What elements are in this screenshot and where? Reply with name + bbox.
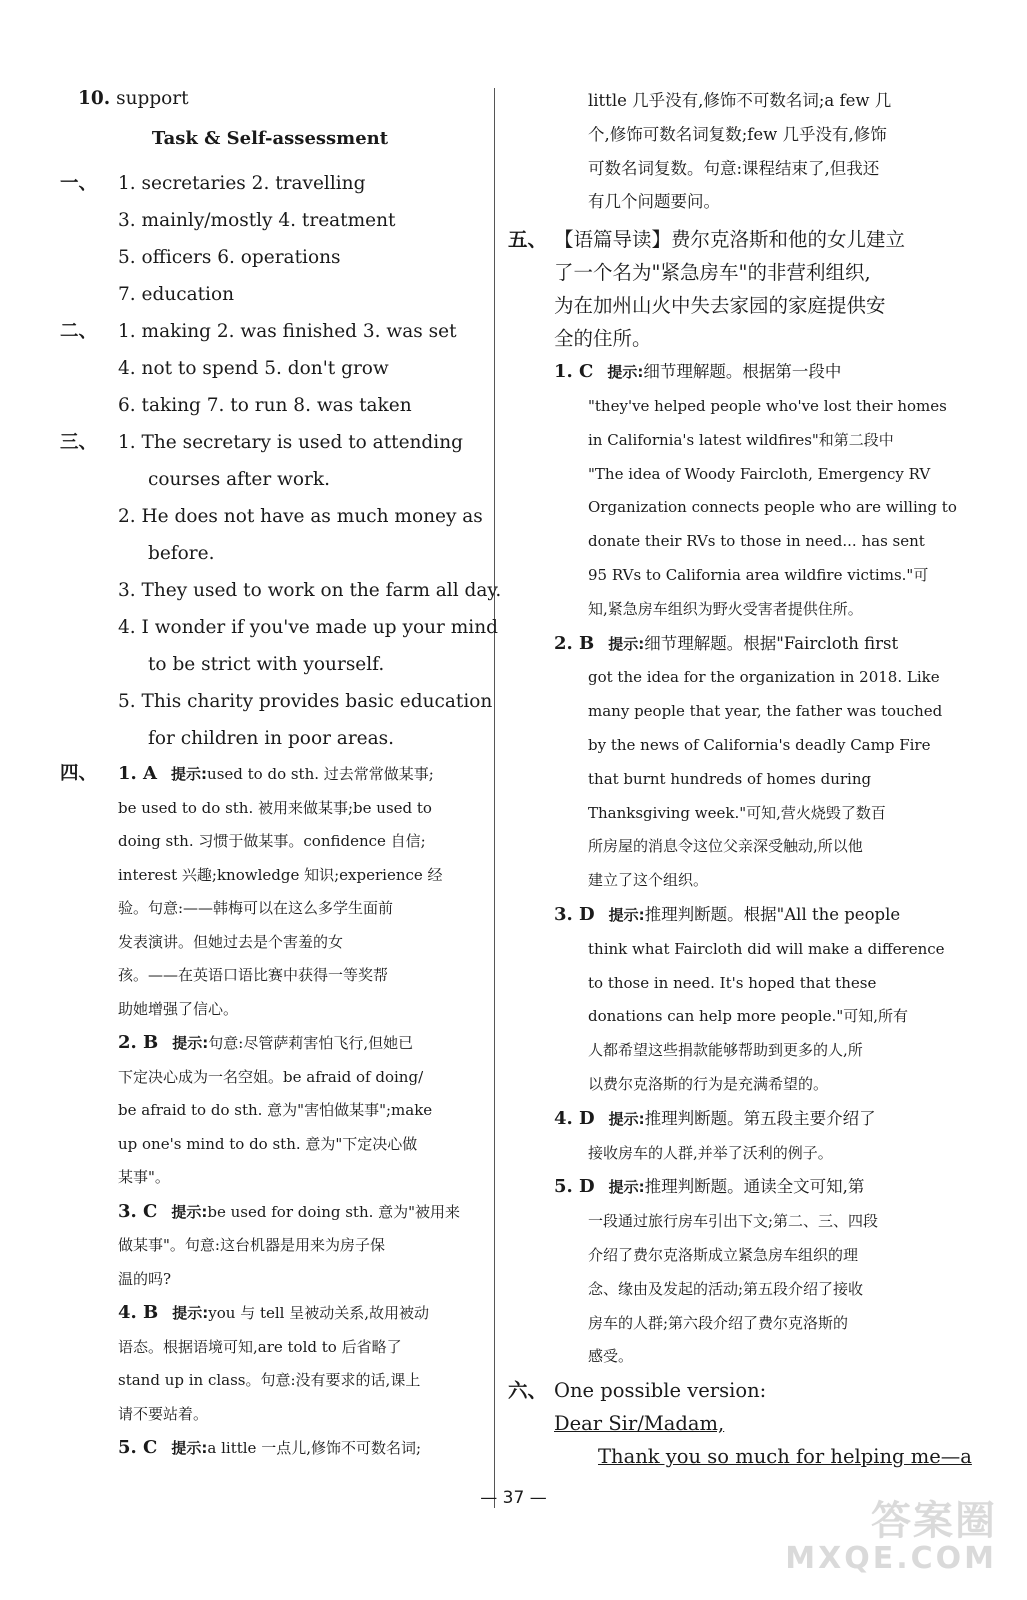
section-heading: Task & Self-assessment bbox=[151, 128, 389, 149]
continued-text: little 几乎没有,修饰不可数名词;a few 几 个,修饰可数名词复数;few 几乎没有,修饰 可数名词复数。句意:课程结束了,但我还 有几个问题要问。 bbox=[588, 91, 892, 212]
s4-q5: 5. C 提示:a little 一点儿,修饰不可数名词; bbox=[118, 1437, 422, 1458]
section-4-label: 四、 bbox=[60, 763, 98, 784]
section-2-label: 二、 bbox=[60, 321, 98, 342]
s5-q4: 4. D 提示:推理判断题。第五段主要介绍了 bbox=[554, 1107, 876, 1129]
section-3: 三、 1. The secretary is used to attending courses after work. 2. He does not have as much money as before. 3. They used to work on the farm all day. 4. I wonder if you've made up your mind to be strict with yourself. 5. This charity provides basic education for children in poor areas. bbox=[60, 424, 480, 757]
section-1-label: 一、 bbox=[60, 173, 98, 194]
s5-q3: 3. D 提示:推理判断题。根据"All the people bbox=[554, 903, 901, 925]
section-3-label: 三、 bbox=[60, 432, 98, 453]
section-2: 二、 1. making 2. was finished 3. was set 4. not to spend 5. don't grow 6. taking 7. to run 8. was taken bbox=[60, 313, 480, 424]
section-6: 六、 One possible version: Dear Sir/Madam, Thank you so much for helping me—a bbox=[508, 1374, 968, 1473]
item-10: 10. support bbox=[78, 88, 189, 109]
section-4: 四、 1. A 提示:used to do sth. 过去常常做某事; be used to do sth. 被用来做某事;be used to doing sth. 习惯于做某事。confidence 自信; interest 兴趣;knowledge 知识;experience 经 验。句意:——韩梅可以在这么多学生面前 发表演讲。但她过去是个害羞的女 孩。——在英语口语比赛中获得一等奖帮 助她增强了信心。 2. B 提示:句意:尽管萨莉害怕飞行,但她已 下定决心成为一名空姐。be afraid of doing/ be afraid to do sth. 意为"害怕做某事";make up one's mind to do sth. 意为"下定决心做 某事"。 3. C 提示:be used for doing sth. 意为"被用来 做某事"。句意:这台机器是用来为房子保 温的吗? 4. B 提示:you 与 tell 呈被动关系,故用被动 语态。根据语境可知,are told to 后省略了 stand up in class。句意:没有要求的话,课上 请不要站着。 5. C 提示:a little 一点儿,修饰不可数名词; bbox=[60, 757, 480, 1466]
watermark-logo: 答案圈 MXQE.COM bbox=[785, 1498, 997, 1576]
section-1: 一、 1. secretaries 2. travelling 3. mainly/mostly 4. treatment 5. officers 6. operations 7. education bbox=[60, 165, 480, 313]
letter-body: Thank you so much for helping me—a bbox=[598, 1445, 972, 1469]
s5-q1: 1. C 提示:细节理解题。根据第一段中 bbox=[554, 361, 842, 383]
s4-q3: 3. C 提示:be used for doing sth. 意为"被用来 bbox=[118, 1200, 461, 1222]
left-column bbox=[60, 80, 502, 1466]
s5-q2: 2. B 提示:细节理解题。根据"Faircloth first bbox=[554, 632, 899, 654]
passage-intro: 【语篇导读】费尔克洛斯和他的女儿建立 bbox=[554, 228, 906, 252]
column-divider bbox=[494, 88, 495, 1508]
right-column bbox=[508, 84, 972, 1473]
section-6-label: 六、 bbox=[508, 1379, 548, 1403]
page-number: — 37 — bbox=[480, 1488, 547, 1508]
s5-q5: 5. D 提示:推理判断题。通读全文可知,第 bbox=[554, 1176, 865, 1198]
s4-q1: 四、 1. A 提示:used to do sth. 过去常常做某事; bbox=[60, 757, 480, 792]
letter-greeting: Dear Sir/Madam, bbox=[554, 1412, 725, 1436]
s4-q2: 2. B 提示:句意:尽管萨莉害怕飞行,但她已 bbox=[118, 1032, 414, 1053]
section-5-label: 五、 bbox=[508, 228, 548, 252]
section-5: 五、 【语篇导读】费尔克洛斯和他的女儿建立 了一个名为"紧急房车"的非营利组织, 为在加州山火中失去家园的家庭提供安 全的住所。 1. C 提示:细节理解题。根据第一段中 "they've helped people who've lost their homes in California's latest wildfires"和第二段中 "The idea of Woody Faircloth, Emergency RV Organization connects people who are willing to donate their RVs to those in need... has sent 95 RVs to California area wildfire victims."可 知,紧急房车组织为野火受害者提供住所。 2. B 提示:细节理解题。根据"Faircloth first got the idea for the organization in 2018. Like many people that year, the father was touched by the news of California's deadly Camp Fire that burnt hundreds of homes during Thanksgiving week."可知,营火烧毁了数百 所房屋的消息令这位父亲深受触动,所以他 建立了这个组织。 3. D 提示:推理判断题。根据"All the people think what Faircloth did will make a difference to those in need. It's hoped that these donations can help more people."可知,所有 人都希望这些捐款能够帮助到更多的人,所 以费尔克洛斯的行为是充满希望的。 4. D 提示:推理判断题。第五段主要介绍了 接收房车的人群,并举了沃利的例子。 5. D 提示:推理判断题。通读全文可知,第 一段通过旅行房车引出下文;第二、三、四段 介绍了费尔克洛斯成立紧急房车组织的理 念、缘由及发起的活动;第五段介绍了接收 房车的人群;第六段介绍了费尔克洛斯的 感受。 bbox=[508, 223, 968, 1374]
s4-q4: 4. B 提示:you 与 tell 呈被动关系,故用被动 bbox=[118, 1302, 430, 1323]
